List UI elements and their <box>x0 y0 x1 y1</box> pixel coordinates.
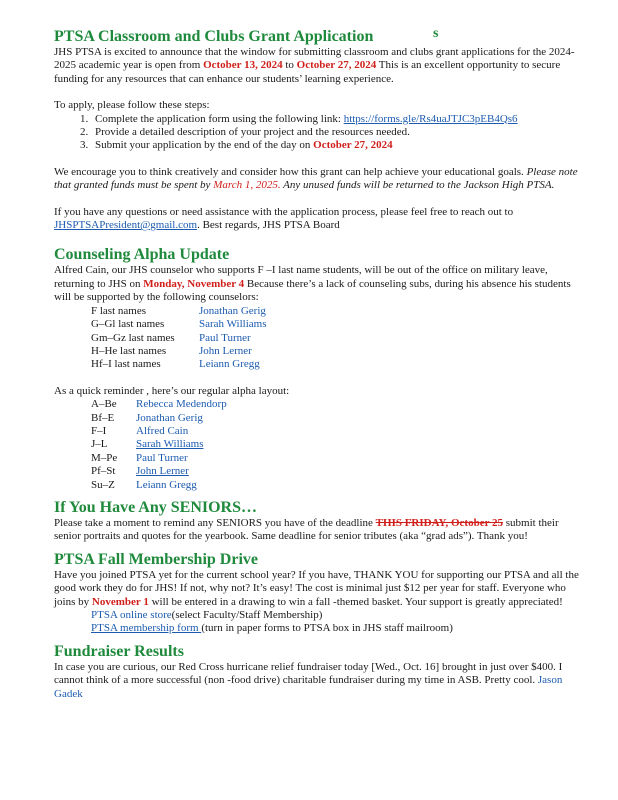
layout-range: M–Pe <box>91 451 118 464</box>
coverage-counselor: Paul Turner <box>199 331 251 344</box>
membership-text <box>54 569 586 609</box>
store-line <box>54 609 586 622</box>
apply-step-3 <box>91 139 586 152</box>
seniors-deadline: THIS FRIDAY, October 25 <box>375 516 504 529</box>
membership-text-1: Have you joined PTSA yet for the current school year? If you have, THANK YOU for supporting our PTSA and all the good work they do for JHS! If not, why not? It’s easy! The cost is minimal just $12 per year for staff. Everyone who joins by <box>54 568 579 608</box>
counseling-text-2: Because there’s a lack of counseling subs, during his absence his students will be supported by the following counselors: <box>54 277 571 304</box>
counseling-title: Counseling Alpha Update <box>54 246 230 264</box>
fundraiser-title: Fundraiser Results <box>54 642 184 660</box>
grant-title: PTSA Classroom and Clubs Grant Application <box>54 28 374 45</box>
layout-range: Bf–E <box>91 411 115 424</box>
layout-counselor: Alfred Cain <box>136 424 189 437</box>
seniors-section <box>54 498 586 544</box>
layout-counselor: Rebecca Medendorp <box>136 398 227 411</box>
layout-counselor-link[interactable]: John Lerner <box>136 465 189 478</box>
layout-range: Pf–St <box>91 465 116 478</box>
apply-heading: To apply, please follow these steps: <box>54 99 210 112</box>
store-note: (select Faculty/Staff Membership) <box>171 609 323 621</box>
fundraiser-section <box>54 642 586 701</box>
counseling-intro <box>54 264 586 304</box>
fundraiser-signature: Jason Gadek <box>54 674 563 700</box>
counseling-section <box>54 245 586 492</box>
coverage-counselor: Sarah Williams <box>199 318 267 331</box>
grant-to-word: to <box>282 59 297 72</box>
step1-text: Complete the application form using the following link: <box>95 112 344 125</box>
membership-section <box>54 550 586 636</box>
layout-range: J–L <box>91 438 108 451</box>
layout-range: Su–Z <box>91 478 115 491</box>
form-line <box>54 622 586 635</box>
layout-range: F–I <box>91 424 107 437</box>
coverage-range: H–He last names <box>91 344 167 357</box>
apply-steps <box>54 113 586 153</box>
coverage-range: Gm–Gz last names <box>91 331 175 344</box>
coverage-counselor: Jonathan Gerig <box>199 304 266 317</box>
encourage-italic-2: Any unused funds will be returned to the Jackson High PTSA. <box>280 179 555 192</box>
fundraiser-text <box>54 661 586 701</box>
stray-character: s <box>433 26 439 41</box>
fundraiser-body: In case you are curious, our Red Cross hurricane relief fundraiser today [Wed., Oct. 16] brought in just over $400. I cannot think of a more successful (non -food drive) charitable fundraiser during my time in ASB. Pretty cool. <box>54 660 563 687</box>
seniors-text-1: Please take a moment to remind any SENIORS you have of the deadline <box>54 516 376 529</box>
layout-counselor: Jonathan Gerig <box>136 411 203 424</box>
contact-email-link[interactable]: JHSPTSAPresident@gmail.com <box>54 219 198 232</box>
counseling-text: Alfred Cain, our JHS counselor who supports F –I last name students, will be out of the office on military leave, returning to JHS on <box>54 264 548 290</box>
coverage-counselor: Leiann Gregg <box>199 358 260 371</box>
layout-counselor: Paul Turner <box>136 451 188 464</box>
layout-counselor: Leiann Gregg <box>136 478 197 491</box>
membership-text-2: will be entered in a drawing to win a fall -themed basket. Your support is greatly appreciated! <box>148 595 563 608</box>
encourage-italic-1: Please note that granted funds must be spent by <box>54 165 578 192</box>
coverage-range: F last names <box>91 304 146 317</box>
grant-encourage <box>54 166 586 193</box>
apply-step-1 <box>91 113 586 126</box>
contact-text-2: . Best regards, JHS PTSA Board <box>197 219 340 232</box>
online-store-link[interactable]: PTSA online store <box>91 609 172 621</box>
contact-text: If you have any questions or need assistance with the application process, please feel free to reach out to <box>54 205 514 218</box>
coverage-range: Hf–I last names <box>91 358 161 371</box>
join-by-date: November 1 <box>91 595 149 608</box>
layout-counselor-link[interactable]: Sarah Williams <box>136 438 204 451</box>
membership-form-link[interactable]: PTSA membership form <box>91 622 202 635</box>
application-form-link[interactable]: https://forms.gle/Rs4uaJTJC3pEB4Qs6 <box>343 112 518 125</box>
grant-intro-text: JHS PTSA is excited to announce that the window for submitting classroom and clubs grant applications for the 2024-2025 academic year is open from <box>54 46 575 72</box>
newsletter-page <box>54 27 586 701</box>
spend-by-date: March 1, 2025. <box>213 179 281 192</box>
coverage-counselor: John Lerner <box>199 344 252 357</box>
alpha-reminder: As a quick reminder , here’s our regular alpha layout: <box>54 384 290 397</box>
grant-section <box>54 27 586 232</box>
grant-contact <box>54 206 586 233</box>
seniors-text <box>54 517 586 544</box>
seniors-text-2: submit their senior portraits and quotes for the yearbook. Same deadline for senior tributes (aka “grad ads”). Thank you! <box>54 516 559 543</box>
return-date: Monday, November 4 <box>143 277 245 290</box>
coverage-range: G–Gl last names <box>91 318 165 331</box>
grant-close-date: October 27, 2024 <box>296 59 377 72</box>
apply-step-2: 2. Provide a detailed description of your project and the resources needed. <box>91 126 586 139</box>
step3-date: October 27, 2024 <box>313 139 393 152</box>
step3-text: Submit your application by the end of the day on <box>95 139 314 152</box>
grant-intro-text-2: This is an excellent opportunity to secure funding for any resources that can enhance our students’ learning experience. <box>54 59 561 85</box>
form-note: (turn in paper forms to PTSA box in JHS staff mailroom) <box>201 622 453 635</box>
grant-open-date: October 13, 2024 <box>203 59 283 72</box>
grant-intro <box>54 46 586 86</box>
seniors-title: If You Have Any SENIORS… <box>54 498 258 516</box>
membership-title: PTSA Fall Membership Drive <box>54 550 258 568</box>
layout-range: A–Be <box>91 398 117 411</box>
coverage-table <box>91 305 586 372</box>
alpha-layout-table <box>91 398 586 492</box>
encourage-text: We encourage you to think creatively and consider how this grant can help achieve your educational goals. <box>54 165 527 178</box>
